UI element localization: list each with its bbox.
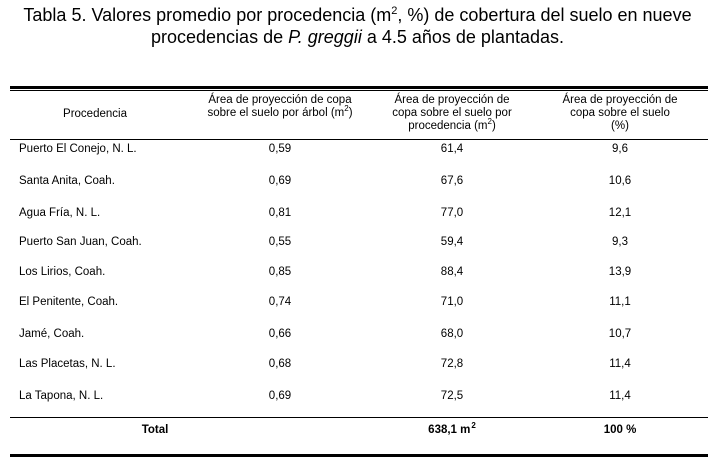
cell-cobertura: 9,3 (612, 236, 628, 248)
cell-area-arbol: 0,66 (268, 328, 292, 340)
cell-area-arbol: 0,68 (268, 358, 292, 370)
table-bottom-rule (10, 454, 708, 457)
table-top-rule-thin (10, 90, 708, 91)
cell-area-procedencia: 88,4 (440, 266, 464, 278)
cell-cobertura: 11,4 (609, 358, 631, 370)
cell-procedencia: La Tapona, N. L. (19, 390, 104, 402)
caption-line-2: procedencias de P. greggii a 4.5 años de plantadas. (151, 27, 564, 47)
cell-area-arbol: 0,69 (268, 390, 292, 402)
total-area-procedencia: 638,1 $m^2$ (428, 421, 476, 436)
cell-area-arbol: 0,59 (268, 143, 292, 155)
cell-area-procedencia: 71,0 (440, 296, 464, 308)
cell-procedencia: Santa Anita, Coah. (19, 175, 115, 187)
cell-procedencia: Las Placetas, N. L. (19, 358, 116, 370)
header-bottom-rule (10, 139, 708, 140)
cell-cobertura: 11,1 (609, 296, 631, 308)
cell-cobertura: 10,7 (608, 328, 632, 340)
header-procedencia: Procedencia (63, 108, 127, 120)
header-area-procedencia: Área de proyección de copa sobre el suelo por procedencia $(m^2)$ (392, 94, 512, 132)
cell-procedencia: Los Lirios, Coah. (19, 266, 106, 278)
total-label: Total (141, 424, 169, 436)
cell-procedencia: Jamé, Coah. (19, 328, 85, 340)
header-area-arbol: Área de proyección de copa sobre el suelo por árbol $(m^2)$ (207, 94, 353, 119)
cell-area-procedencia: 77,0 (440, 207, 464, 219)
cell-procedencia: Puerto San Juan, Coah. (19, 236, 142, 248)
cell-area-arbol: 0,69 (268, 175, 292, 187)
cell-cobertura: 9,6 (612, 143, 628, 155)
cell-area-arbol: 0,74 (268, 296, 292, 308)
cell-area-procedencia: 61,4 (440, 143, 464, 155)
caption-line-1: Tabla 5. Valores promedio por procedencia ($m^2$, %) de cobertura del suelo en nueve (23, 5, 692, 25)
cell-cobertura: 13,9 (608, 266, 632, 278)
species-name: P. greggii (288, 27, 362, 47)
cell-area-procedencia: 72,5 (440, 390, 464, 402)
cell-cobertura: 12,1 (608, 207, 632, 219)
cell-area-procedencia: 59,4 (440, 236, 464, 248)
cell-area-procedencia: 72,8 (440, 358, 464, 370)
table-top-rule (10, 86, 708, 89)
total-top-rule (10, 417, 708, 418)
cell-area-arbol: 0,81 (268, 207, 292, 219)
cell-area-procedencia: 68,0 (440, 328, 464, 340)
cell-procedencia: Puerto El Conejo, N. L. (19, 143, 137, 155)
cell-area-arbol: 0,85 (268, 266, 292, 278)
total-cobertura: 100 % (603, 424, 637, 436)
table-caption (0, 4, 715, 48)
cell-procedencia: Agua Fría, N. L. (19, 207, 101, 219)
header-cobertura: Área de proyección de copa sobre el suelo (%) (562, 94, 678, 132)
cell-cobertura: 10,6 (608, 175, 632, 187)
cell-area-procedencia: 67,6 (440, 175, 464, 187)
cell-procedencia: El Penitente, Coah. (19, 296, 119, 308)
cell-area-arbol: 0,55 (268, 236, 292, 248)
cell-cobertura: 11,4 (609, 390, 631, 402)
